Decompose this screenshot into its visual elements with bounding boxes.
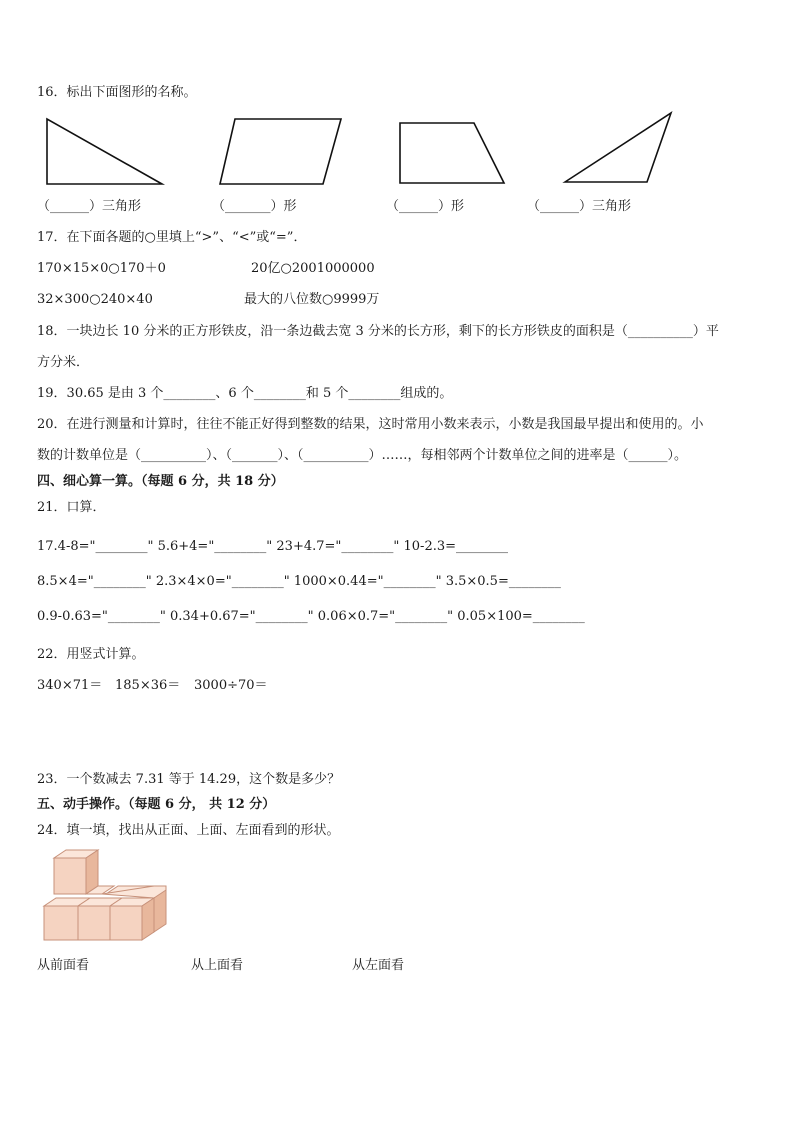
q18-line1: 18．一块边长 10 分米的正方形铁皮，沿一条边截去宽 3 分米的长方形，剩下的长方形铁皮的面积是（__________）平 [37,324,719,339]
q19-text: 19．30.65 是由 3 个________、6 个________和 5 个________组成的。 [37,386,453,401]
section5-heading: 五、动手操作。（每题 6 分， 共 12 分） [37,797,276,812]
q20-line2: 数的计数单位是（__________）、（_______）、（__________）……，每相邻两个计数单位之间的进率是（______）。 [37,448,688,463]
parallelogram-figure [217,116,345,188]
q22-text: 22．用竖式计算。 [37,647,145,662]
q21-row-2: 8.5×4="________" 2.3×4×0="________" 1000×0.44="________" 3.5×0.5=________ [37,574,561,589]
q22-item-1: 340×71＝ [37,678,103,693]
q17-item-1: 170×15×0○170＋0 [37,261,166,276]
q23-text: 23．一个数减去 7.31 等于 14.29，这个数是多少？ [37,772,341,787]
q22-item-3: 3000÷70＝ [194,678,268,693]
q21-text: 21．口算． [37,500,106,515]
obtuse-triangle-figure [561,109,675,187]
q20-line1: 20．在进行测量和计算时，往往不能正好得到整数的结果，这时常用小数来表示，小数是我国最早提出和使用的。小 [37,417,704,432]
view-top-label: 从上面看 [191,958,244,973]
q16-text: 16．标出下面图形的名称。 [37,85,197,100]
stacked-cubes-figure [42,848,172,944]
q17-text: 17．在下面各题的○里填上“>”、“<”或“=”． [37,230,307,245]
q16-label-1: （______）三角形 [37,199,142,214]
q17-item-2: 20亿○2001000000 [251,261,375,276]
q18-line2: 方分米． [37,355,90,370]
q21-row-1: 17.4-8="________" 5.6+4="________" 23+4.7="________" 10-2.3=________ [37,539,509,554]
q16-label-2: （_______）形 [212,199,297,214]
view-front-label: 从前面看 [37,958,90,973]
q17-item-4: 最大的八位数○9999万 [244,292,380,307]
section4-heading: 四、细心算一算。（每题 6 分，共 18 分） [37,474,284,489]
right-triangle-figure [44,116,166,188]
q21-row-3: 0.9-0.63="________" 0.34+0.67="________" 0.06×0.7="________" 0.05×100=________ [37,609,585,624]
q17-item-3: 32×300○240×40 [37,292,153,307]
trapezoid-figure [396,119,508,187]
q22-item-2: 185×36＝ [115,678,181,693]
q16-label-4: （______）三角形 [527,199,632,214]
q16-label-3: （______）形 [386,199,465,214]
view-left-label: 从左面看 [352,958,405,973]
q24-text: 24．填一填，找出从正面、上面、左面看到的形状。 [37,823,340,838]
